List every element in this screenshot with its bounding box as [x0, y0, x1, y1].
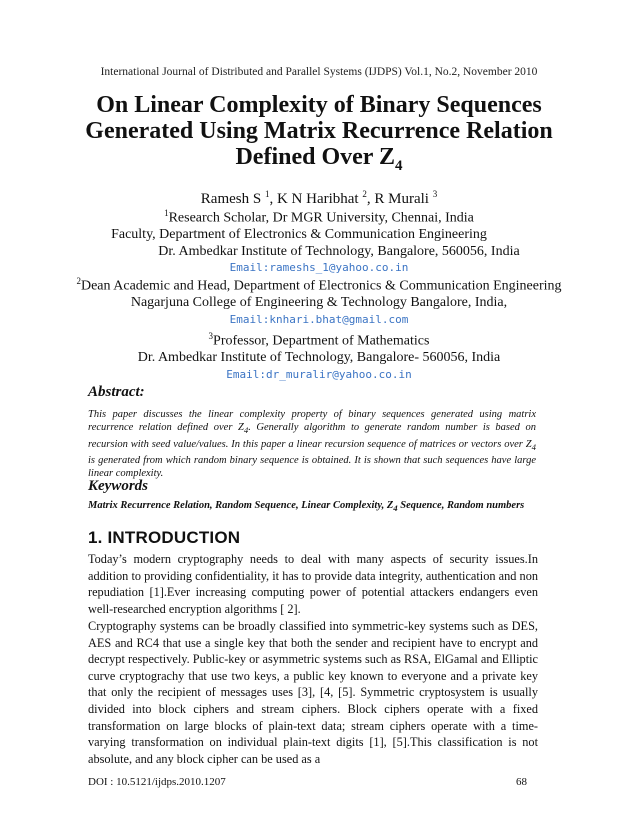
aff3-line-2: Dr. Ambedkar Institute of Technology, Bangalore- 560056, India — [137, 350, 501, 366]
title-subscript: 4 — [395, 157, 403, 174]
aff1-line-1 — [0, 205, 638, 227]
author-1: Ramesh S — [200, 191, 265, 207]
aff2-sup: 2 — [76, 276, 81, 286]
abstract-part-1: This paper discusses the linear complexity property of binary sequences generated using matrix recurrence relation defined over Z — [88, 409, 536, 434]
aff1-email-link[interactable]: Email:rameshs_1@yahoo.co.in — [229, 261, 409, 275]
abstract-part-2: . Generally algorithm to generate random number is based on recursion with seed value/values. In this paper a linear recursion sequence of matrices or vectors over Z — [88, 422, 537, 450]
abstract-heading: Abstract: — [88, 384, 145, 400]
aff2-email-link[interactable]: Email:knhari.bhat@gmail.com — [229, 312, 409, 326]
title-line-3 — [60, 144, 578, 179]
aff1-text-1: Research Scholar, Dr MGR University, Chennai, India — [168, 210, 474, 226]
aff1-sup: 1 — [164, 208, 169, 218]
keywords-heading: Keywords — [88, 478, 148, 494]
footer-page-number: 68 — [516, 776, 527, 788]
keywords-part-1: Matrix Recurrence Relation, Random Sequence, Linear Complexity, Z — [88, 500, 394, 511]
aff1-line-2: Faculty, Department of Electronics & Communication Engineering — [111, 227, 487, 243]
abstract-sub-2: 4 — [531, 441, 536, 452]
title-line-1: On Linear Complexity of Binary Sequences — [96, 92, 542, 118]
affiliation-1 — [0, 205, 638, 277]
journal-header: International Journal of Distributed and Parallel Systems (IJDPS) Vol.1, No.2, November 2010 — [100, 66, 538, 78]
paper-title — [60, 92, 578, 179]
author-2-sup: 2 — [362, 189, 367, 199]
aff2-line-2: Nagarjuna College of Engineering & Technology Bangalore, India, — [130, 295, 508, 311]
aff3-sup: 3 — [208, 331, 214, 341]
affiliation-2 — [0, 273, 638, 328]
intro-paragraph-2: Cryptography systems can be broadly classified into symmetric-key systems such as DES, AES and RC4 that use a single key that both the sender and recipient have to encrypt and decrypt respectively. Public-key or asymmetric systems such as RSA, ElGamal and Elliptic curve cryptograchy that use two keys, a public key known to everyone and a private key that only the recipient of messages uses [3], [4, [5]. Symmetric cryptosystem is usually divided into block ciphers and stream ciphers. Block ciphers operate with a fixed transformation on large blocks of plain-text data; stream ciphers operate with a time-varying transformation on individual plain-text digits [1], [5].This classification is not absolute, and any block cipher can be used as a — [88, 619, 538, 766]
author-2: , K N Haribhat — [269, 191, 363, 207]
aff2-line-1 — [0, 273, 638, 295]
title-line-3-text: Defined Over Z — [235, 144, 396, 170]
section-heading-introduction: 1. INTRODUCTION — [88, 528, 241, 547]
keywords-sub: 4 — [393, 503, 398, 514]
title-line-2: Generated Using Matrix Recurrence Relation — [85, 118, 553, 144]
aff2-text-1: Dean Academic and Head, Department of Electronics & Communication Engineering — [80, 278, 562, 294]
aff3-text-1: Professor, Department of Mathematics — [213, 333, 430, 349]
aff3-email-link[interactable]: Email:dr_muralir@yahoo.co.in — [226, 367, 412, 381]
author-3: , R Murali — [366, 191, 433, 207]
intro-paragraph-1: Today’s modern cryptography needs to deal with many aspects of security issues.In addition to providing confidentiality, it has to provide data integrity, authentication and non repudiation [1].Ever increasing computing power of potential attackers endangers even well-researched encryption algorithms [ 2]. — [88, 552, 538, 616]
abstract-part-3: is generated from which random binary sequence is obtained. It is shown that such sequences have large linear complexity. — [88, 455, 536, 480]
affiliation-3 — [0, 328, 638, 383]
keywords-text — [88, 500, 548, 513]
abstract-sub-1: 4 — [243, 425, 249, 436]
aff1-line-3: Dr. Ambedkar Institute of Technology, Bangalore, 560056, India — [158, 243, 520, 259]
author-3-sup: 3 — [432, 189, 438, 199]
author-1-sup: 1 — [264, 189, 270, 199]
aff3-line-1 — [0, 328, 638, 350]
footer-doi: DOI : 10.5121/ijdps.2010.1207 — [88, 776, 226, 788]
keywords-part-2: Sequence, Random numbers — [397, 500, 525, 511]
abstract-text — [88, 408, 536, 481]
